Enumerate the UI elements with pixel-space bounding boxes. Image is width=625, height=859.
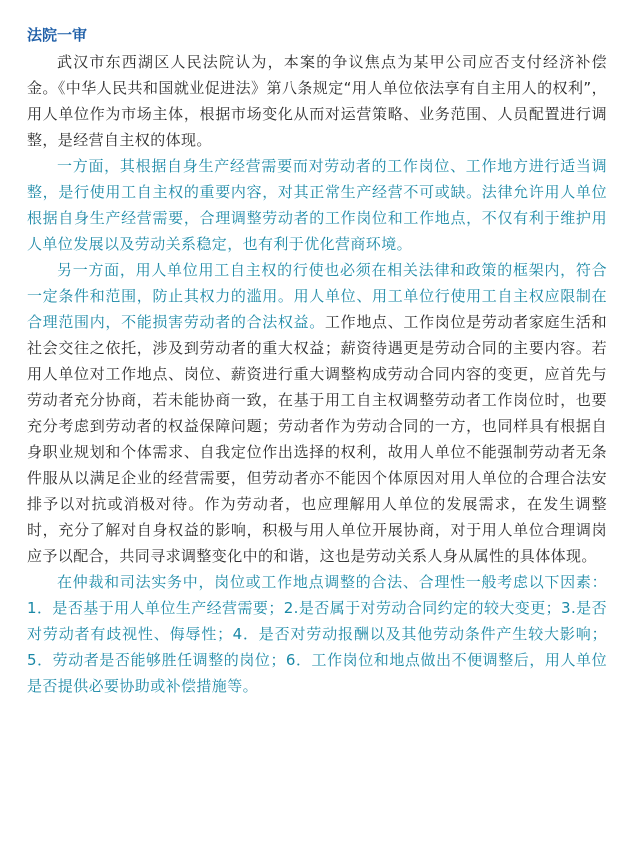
paragraph-on-other-hand-body: 工作地点、工作岗位是劳动者家庭生活和社会交往之依托，涉及到劳动者的重大权益；薪资待遇更是劳动合同的主要内容。若用人单位对工作地点、岗位、薪资进行重大调整构成劳动合同内容的变更，应首先与劳动者充分协商，若未能协商一致，在基于用工自主权调整劳动者工作岗位时，也要充分考虑到劳动者的权益保障问题；劳动者作为劳动合同的一方，也同样具有根据自身职业规划和个体需求、自我定位作出选择的权利，故用人单位不能强制劳动者无条件服从以满足企业的经营需要，但劳动者亦不能因个体原因对用人单位的合理合法安排予以对抗或消极对待。作为劳动者，也应理解用人单位的发展需求，在发生调整时，充分了解对自身权益的影响，积极与用人单位开展协商，对于用人单位合理调岗应予以配合，共同寻求调整变化中的和谐，这也是劳动关系人身从属性的具体体现。 — [27, 313, 607, 565]
paragraph-considerations: 在仲裁和司法实务中，岗位或工作地点调整的合法、合理性一般考虑以下因素：1．是否基于用人单位生产经营需要；2.是否属于对劳动合同约定的较大变更；3.是否对劳动者有歧视性、侮辱性；4．是否对劳动报酬以及其他劳动条件产生较大影响；5．劳动者是否能够胜任调整的岗位；6．工作岗位和地点做出不便调整后，用人单位是否提供必要协助或补偿措施等。 — [27, 573, 607, 695]
paragraph-court-finding: 武汉市东西湖区人民法院认为，本案的争议焦点为某甲公司应否支付经济补偿金。《中华人民共和国就业促进法》第八条规定“用人单位依法享有自主用人的权利”，用人单位作为市场主体，根据市场变化从而对运营策略、业务范围、人员配置进行调整，是经营自主权的体现。 — [27, 53, 607, 149]
paragraph-on-other-hand-highlight: 另一方面，用人单位用工自主权的行使也必须在相关法律和政策的框架内，符合一定条件和范围，防止其权力的滥用。用人单位、用工单位行使用工自主权应限制在合理范围内，不能损害劳动者的合法权益。 — [27, 261, 607, 331]
paragraph-on-one-hand: 一方面，其根据自身生产经营需要而对劳动者的工作岗位、工作地方进行适当调整，是行使用工自主权的重要内容，对其正常生产经营不可或缺。法律允许用人单位根据自身生产经营需要，合理调整劳动者的工作岗位和工作地点，不仅有利于维护用人单位发展以及劳动关系稳定，也有利于优化营商环境。 — [27, 157, 607, 253]
section-heading: 法院一审 — [27, 26, 88, 44]
paragraph-on-other-hand — [27, 257, 607, 569]
